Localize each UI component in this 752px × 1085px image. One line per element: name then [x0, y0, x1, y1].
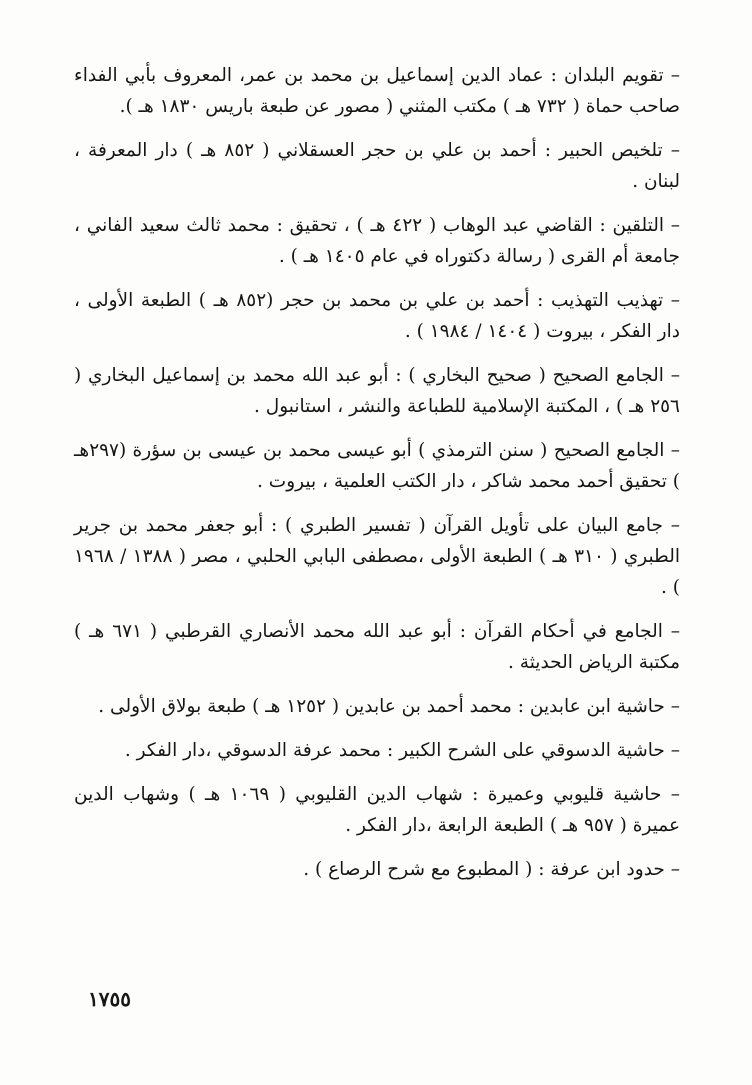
bibliography-entry: – تهذيب التهذيب : أحمد بن علي بن محمد بن حجر (٨٥٢ هـ ) الطبعة الأولى ، دار الفكر ، بيروت ( ١٤٠٤ / ١٩٨٤ ) .: [74, 290, 680, 342]
bibliography-entry: – الجامع الصحيح ( سنن الترمذي ) أبو عيسى محمد بن عيسى بن سؤرة (٢٩٧هـ ) تحقيق أحمد محمد شاكر ، دار الكتب العلمية ، بيروت .: [74, 440, 680, 492]
bibliography-entry: – الجامع في أحكام القرآن : أبو عبد الله محمد الأنصاري القرطبي ( ٦٧١ هـ ) مكتبة الرياض الحديثة .: [74, 621, 681, 673]
bibliography-entry: – التلقين : القاضي عبد الوهاب ( ٤٢٢ هـ ) ، تحقيق : محمد ثالث سعيد الفاني ، جامعة أم القرى ( رسالة دكتوراه في عام ١٤٠٥ هـ ) .: [74, 215, 680, 267]
bibliography-entry: – حدود ابن عرفة : ( المطبوع مع شرح الرصاع ) .: [303, 859, 680, 880]
bibliography-entry: – الجامع الصحيح ( صحيح البخاري ) : أبو عبد الله محمد بن إسماعيل البخاري ( ٢٥٦ هـ ) ، المكتبة الإسلامية للطباعة والنشر ، استانبول .: [74, 365, 680, 417]
bibliography-entry: – حاشية قليوبي وعميرة : شهاب الدين القليوبي ( ١٠٦٩ هـ ) وشهاب الدين عميرة ( ٩٥٧ هـ ) الطبعة الرابعة ،دار الفكر .: [74, 784, 680, 836]
page-number: ١٧٥٥: [88, 987, 131, 1011]
bibliography-entry: – حاشية ابن عابدين : محمد أحمد بن عابدين ( ١٢٥٢ هـ ) طبعة بولاق الأولى .: [98, 696, 680, 717]
bibliography-entry: – حاشية الدسوقي على الشرح الكبير : محمد عرفة الدسوقي ،دار الفكر .: [124, 740, 680, 761]
bibliography-entry: – جامع البيان على تأويل القرآن ( تفسير الطبري ) : أبو جعفر محمد بن جرير الطبري ( ٣١٠ هـ ) الطبعة الأولى ،مصطفى البابي الحلبي ، مصر ( ١٣٨٨ / ١٩٦٨ ) .: [74, 515, 681, 598]
bibliography-list: [74, 60, 680, 898]
bibliography-entry: – تلخيص الحبير : أحمد بن علي بن حجر العسقلاني ( ٨٥٢ هـ ) دار المعرفة ، لبنان .: [74, 140, 680, 192]
bibliography-entry: – تقويم البلدان : عماد الدين إسماعيل بن محمد بن عمر، المعروف بأبي الفداء صاحب حماة ( ٧٣٢ هـ ) مكتب المثني ( مصور عن طبعة باريس ١٨٣٠ هـ ).: [74, 65, 680, 117]
